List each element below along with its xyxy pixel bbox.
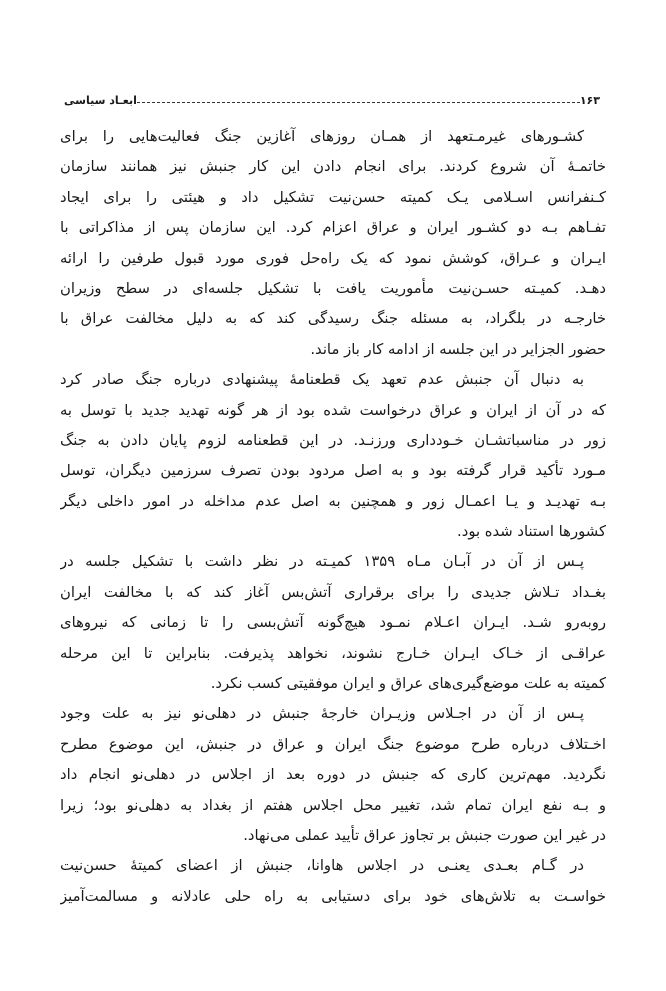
text-line: که در آن از ایران و عراق درخواست شده بود از هر گونه تهدید جدید با توسل به (60, 401, 606, 419)
text-line: بغـداد تـلاش جدیدی را برای برقراری آتش‌بس آغاز کند که با مخالفت ایران (60, 583, 606, 601)
text-line: کشـورهای غیرمـتعهد از همـان روزهای آغازین جنگ فعالیت‌هایی را برای (60, 128, 584, 145)
text-line: در گـام بعـدی یعنـی در اجلاس هاوانا، جنبش از اعضای کمیتهٔ حسن‌نیت (60, 857, 584, 875)
text-line: در غیر این صورت جنبش بر تجاوز عراق تأیید عملی می‌نهاد. (243, 826, 606, 844)
text-line: دهـد. کمیـته حسـن‌نیت مأموریت یافت با تشکیل جلسه‌ای در سطح وزیران (60, 279, 606, 297)
paragraph (60, 699, 606, 851)
paragraph (60, 547, 606, 699)
text-line: روبه‌رو شـد. ایـران اعـلام نمـود هیچ‌گونه آتش‌بسی را تا زمانی که نیروهای (60, 614, 606, 632)
text-line: و بـه نفع ایران تمام شد، تغییر محل اجلاس هفتم از بغداد به دهلی‌نو بود؛ زیرا (60, 796, 606, 814)
text-line: عراقـی از خـاک ایـران خـارج نشوند، نخواهد پذیرفت. بنابراین تا این مرحله (60, 644, 606, 662)
text-line: پـس از آن در اجـلاس وزیـران خارجهٔ جنبش در دهلی‌نو نیز به علت وجود (60, 705, 584, 723)
text-line: پـس از آن در آبـان مـاه ۱۳۵۹ کمیـته در نظر داشت با تشکیل جلسه در (60, 553, 584, 571)
running-header (60, 90, 606, 112)
text-line: حضور الجزایر در این جلسه از ادامه کار باز ماند. (310, 340, 606, 358)
text-line: کشورها استناد شده بود. (457, 523, 606, 541)
text-line: به دنبال آن جنبش عدم تعهد یک قطعنامهٔ پیشنهادی درباره جنگ صادر کرد (60, 371, 584, 389)
text-line: تفـاهم بـه دو کشـور ایران و عراق اعزام کرد. این سازمان پس از مذاکراتی با (60, 219, 606, 237)
text-line: زور در مناسباتشـان خـودداری ورزنـد. در این قطعنامه لزوم پایان دادن به جنگ (60, 431, 606, 449)
text-line: بـه تهدیـد و یـا اعمـال زور و همچنین به اصل عدم مداخله در امور داخلی دیگر (60, 492, 606, 510)
paragraph (60, 851, 606, 912)
text-line: نگردید. مهم‌ترین کاری که جنبش در دوره بعد از اجلاس در دهلی‌نو انجام داد (60, 766, 606, 784)
text-line: اخـتلاف درباره طرح موضوع جنگ ایران و عراق در جنبش، این موضوع مطرح (60, 735, 606, 753)
text-line: مـورد تأکید قرار گرفته بود و به اصل مردود بودن تصرف سرزمین دیگران، توسل (60, 462, 606, 480)
page-number: ۱۶۳ (579, 94, 600, 107)
running-header-title: ابعـاد سیاسی (64, 94, 137, 107)
paragraph (60, 365, 606, 547)
body-text (60, 122, 606, 912)
header-dashed-rule (137, 102, 580, 103)
text-line: خواسـت به تلاش‌های خود برای دستیابی به راه حلی عادلانه و مسالمت‌آمیز (60, 887, 606, 905)
text-line: خاتمـهٔ آن شروع کردند. برای انجام دادن این کار جنبش نیز همانند سازمان (60, 158, 606, 176)
paragraph (60, 122, 606, 365)
text-line: کمیته به علت موضع‌گیری‌های عراق و ایران موفقیتی کسب نکرد. (210, 675, 606, 693)
text-line: کـنفرانس اسـلامی یـک کمیته حسن‌نیت تشکیل داد و هیئتی را برای ایجاد (60, 188, 606, 206)
text-line: ایـران و عـراق، کوشش نمود که یک راه‌حل فوری مورد قبول طرفین را ارائه (60, 249, 606, 267)
text-line: خارجـه در بلگراد، به مسئله جنگ رسیدگی کند که به دلیل مخالفت عراق با (60, 310, 606, 328)
